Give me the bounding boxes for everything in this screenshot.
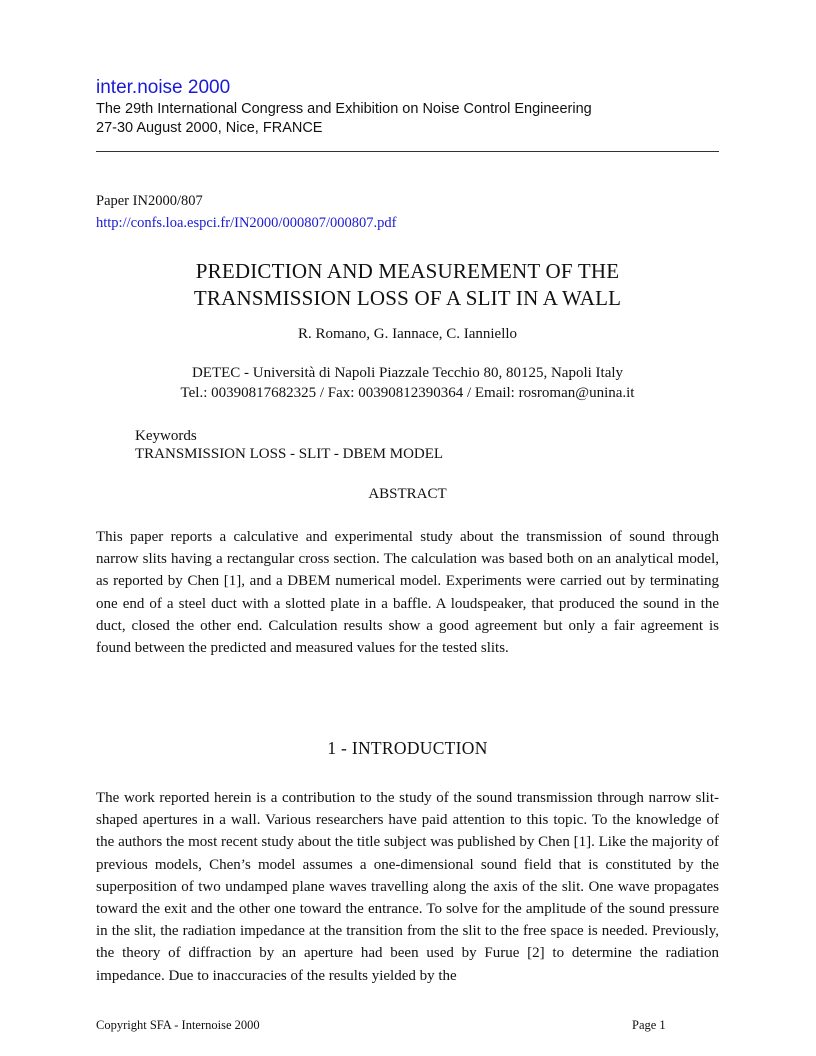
paper-title-line-2: TRANSMISSION LOSS OF A SLIT IN A WALL xyxy=(193,286,622,310)
keywords-value: TRANSMISSION LOSS - SLIT - DBEM MODEL xyxy=(135,446,444,462)
congress-line: The 29th International Congress and Exhibition on Noise Control Engineering xyxy=(96,101,592,117)
footer-page-number: Page 1 xyxy=(632,1018,666,1032)
contact-info: Tel.: 00390817682325 / Fax: 00390812390364 / Email: rosroman@unina.it xyxy=(180,385,635,401)
footer-copyright: Copyright SFA - Internoise 2000 xyxy=(96,1018,260,1032)
conference-name: inter.noise 2000 xyxy=(96,77,231,98)
paper-id: Paper IN2000/807 xyxy=(96,193,203,209)
date-location: 27-30 August 2000, Nice, FRANCE xyxy=(96,120,323,136)
paper-url-link[interactable]: http://confs.loa.espci.fr/IN2000/000807/000807.pdf xyxy=(96,215,397,231)
abstract-heading: ABSTRACT xyxy=(368,486,447,502)
introduction-text: The work reported herein is a contribution to the study of the sound transmission through narrow slit-shaped apertures in a wall. Various researchers have paid attention to this topic. To the knowledge of the authors the most recent study about the title subject was published by Chen [1]. Like the majority of previous models, Chen’s model assumes a one-dimensional sound field that is constituted by the superposition of two undamped plane waves travelling along the axis of the slit. One wave propagates toward the exit and the other one toward the entrance. To solve for the amplitude of the sound pressure in the slit, the radiation impedance at the transition from the slit to the free space is needed. Previously, the theory of diffraction by an aperture had been used by Furue [2] to determine the radiation impedance. Due to inaccuracies of the results yielded by the xyxy=(96,790,719,984)
keywords-label: Keywords xyxy=(135,428,197,444)
abstract-text: This paper reports a calculative and experimental study about the transmission of sound through narrow slits having a rectangular cross section. The calculation was based both on an analytical model, as reported by Chen [1], and a DBEM numerical model. Experiments were carried out by terminating one end of a steel duct with a slotted plate in a baffle. A loudspeaker, that produced the sound in the duct, closed the other end. Calculation results show a good agreement but only a fair agreement is found between the predicted and measured values for the tested slits. xyxy=(96,529,719,657)
header-divider xyxy=(96,151,719,152)
paper-title-line-1: PREDICTION AND MEASUREMENT OF THE xyxy=(195,259,620,283)
authors: R. Romano, G. Iannace, C. Ianniello xyxy=(297,326,518,342)
affiliation: DETEC - Università di Napoli Piazzale Tecchio 80, 80125, Napoli Italy xyxy=(191,365,624,381)
introduction-heading: 1 - INTRODUCTION xyxy=(327,738,488,758)
